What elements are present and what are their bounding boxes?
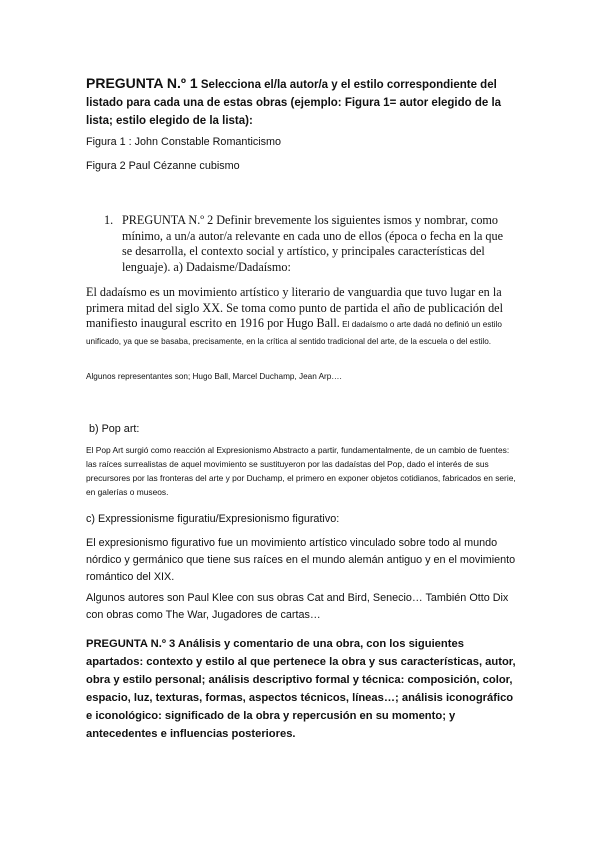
pop-art-text: El Pop Art surgió como reacción al Expresionismo Abstracto a partir, fundamentalmente, de un cambio de fuentes: las raíces surrealistas de aquel movimiento se sustituyeron por las dadaístas del Pop, dado el interés de sus precursores por las fronteras del arte y por Duchamp, el primero en exponer objetos cotidianos, fabricados en serie, en galerías o museos.: [86, 445, 516, 497]
question-2-text: PREGUNTA N.º 2 Definir brevemente los siguientes ismos y nombrar, como mínimo, a un/a autor/a relevante en cada uno de ellos (época o fecha en la que se desarrolla, el contexto social y artístico, y principales características del lenguaje). a) Dadaisme/Dadaísmo:: [122, 213, 504, 274]
list-number: 1.: [104, 213, 114, 227]
dadaism-representatives: Algunos representantes son; Hugo Ball, Marcel Duchamp, Jean Arp….: [86, 372, 342, 381]
dadaism-serif-text: El dadaísmo es un movimiento artístico y literario de vanguardia que tuvo lugar en la primera mitad del siglo XX. Se toma como punto de partida el año de publicación del manifiesto inaugural escrito en 1916 por Hugo Ball.: [86, 285, 503, 330]
question-3-heading: PREGUNTA N.º 3 Análisis y comentario de una obra, con los siguientes apartados: contexto y estilo al que pertenece la obra y sus características, autor, obra y estilo personal; análisis descriptivo formal y técnica: composición, color, espacio, luz, texturas, formas, aspectos técnicos, líneas…; análisis iconográfico e iconológico: significado de la obra y repercusión en su momento; y antecedentes e influencias posteriores.: [86, 638, 516, 740]
expressionism-authors: Algunos autores son Paul Klee con sus obras Cat and Bird, Senecio… También Otto Dix con obras como The War, Jugadores de cartas…: [86, 592, 509, 621]
dadaism-small-text: El dadaísmo o arte dadá no definió un estilo unificado, ya que se basaba, precisamente, en la crítica al sentido tradicional del arte, de la escuela o del estilo.: [86, 320, 502, 346]
question-1-heading: [86, 74, 516, 130]
dadaism-paragraph: [86, 285, 516, 349]
pop-art-heading: b) Pop art:: [89, 423, 140, 435]
question-1-answer-1: Figura 1 : John Constable Romanticismo: [86, 136, 282, 148]
question-1-label: PREGUNTA N.º 1: [86, 75, 198, 91]
expressionism-heading: c) Expressionisme figuratiu/Expresionismo figurativo:: [86, 513, 340, 525]
expressionism-text: El expresionismo figurativo fue un movimiento artístico vinculado sobre todo al mundo nórdico y germánico que tiene sus raíces en el mundo alemán antiguo y en el movimiento romántico del XIX.: [86, 537, 516, 583]
question-1-answer-2: Figura 2 Paul Cézanne cubismo: [86, 160, 240, 172]
question-2-list-item: [104, 213, 516, 275]
question-1-text: Selecciona el/la autor/a y el estilo correspondiente del listado para cada una de estas obras (ejemplo: Figura 1= autor elegido de la lista; estilo elegido de la lista):: [86, 79, 502, 127]
